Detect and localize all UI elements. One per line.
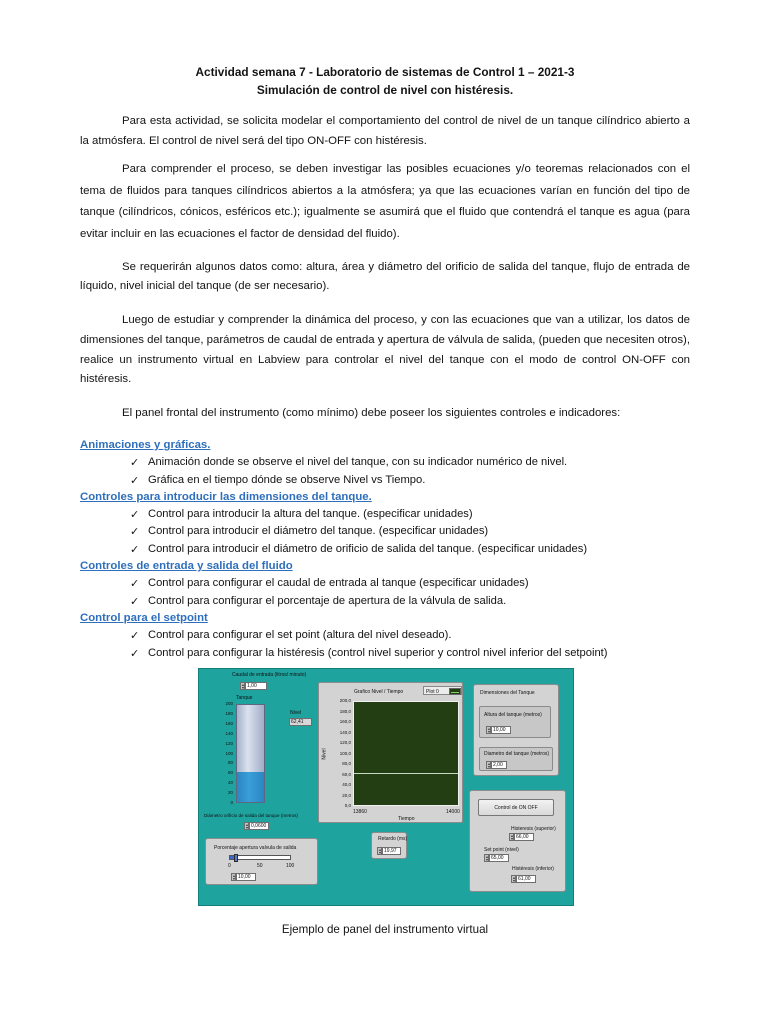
list-item-text: Gráfica en el tiempo dónde se observe Nivel vs Tiempo. [148,473,426,486]
tank-scale-label: 100 [225,750,233,756]
increment-decrement-icon [509,833,514,841]
checkmark-icon: ✓ [130,646,140,660]
list-item-text: Control para introducir el diámetro de orificio de salida del tanque. (especificar unidades) [148,542,588,555]
x-tick-label-end: 14000 [446,809,460,815]
inflow-value: 1,00 [245,682,267,690]
paragraph-3: Se requerirán algunos datos como: altura, área y diámetro del orificio de salida del tanque, flujo de entrada de líquido, nivel inicial del tanque (de ser necesario). [80,261,690,292]
hysteresis-lower-numeric-control [511,875,536,883]
increment-decrement-icon [377,847,382,855]
tank-label: Tanque [236,695,253,701]
list-item [80,506,720,523]
tank-diameter-label: Diametro del tanque (metros) [484,751,550,757]
y-tick-label: 140,0 [339,729,351,735]
checkmark-icon: ✓ [130,577,140,591]
list-item-text: Control para configurar el caudal de entrada al tanque (especificar unidades) [148,577,529,590]
tank-scale-label: 60 [227,770,233,776]
list-item [80,541,720,558]
hysteresis-lower-value: 61,00 [516,875,536,883]
checkmark-icon: ✓ [130,473,140,487]
hysteresis-upper-numeric-control [509,833,534,841]
tank-scale-label: 40 [227,780,233,786]
labview-panel-figure [198,668,574,906]
list-item [80,593,720,610]
tank-scale-label: 160 [225,720,233,726]
paragraph-4: Luego de estudiar y comprender la dinámica del proceso, y con las ecuaciones que van a utilizar, los datos de dimensiones del tanque, parámetros de caudal de entrada y apertura de válvula de salida, (pueden que necesiten otros), realice un instrumento virtual en Labview para controlar el nivel del tanque con el modo de control ON-OFF con histéresis. [80,314,690,386]
legend-label: Plot 0 [426,688,439,695]
onoff-control-box [469,790,566,892]
document-title [80,63,690,99]
valve-control-box [205,838,318,885]
title-line-1: Actividad semana 7 - Laboratorio de sistemas de Control 1 – 2021-3 [195,65,575,79]
legend-line-icon [449,688,461,695]
tank-scale [218,701,233,805]
tank-scale-label: 20 [227,790,233,796]
increment-decrement-icon [231,873,236,881]
increment-decrement-icon [484,854,489,862]
hysteresis-lower-label: Histéresis (inferior) [512,866,554,872]
tank-scale-label: 200 [225,701,233,706]
paragraph-1: Para esta actividad, se solicita modelar el comportamiento del control de nivel de un tanque cilíndrico abierto a la atmósfera. El control de nivel será del tipo ON-OFF con histéresis. [80,115,690,147]
setpoint-numeric-control [484,854,509,862]
checkmark-icon: ✓ [130,508,140,522]
outlet-diameter-numeric-control [244,822,269,830]
tank-dimensions-title: Dimensiones del Tanque [480,690,535,696]
increment-decrement-icon [244,822,249,830]
increment-decrement-icon [511,875,516,883]
delay-control-box [371,832,407,859]
hysteresis-upper-label: Histeresis (superior) [511,826,556,832]
tank-scale-label: 120 [225,740,233,746]
requirements-list [80,437,720,662]
y-tick-label: 200,0 [339,698,351,703]
list-item [80,454,720,471]
setpoint-value: 65,00 [489,854,509,862]
tank-height-group [479,706,551,738]
section-heading-tank-dimensions: Controles para introducir las dimensiones del tanque. [80,490,372,503]
delay-value: 19,97 [382,847,401,855]
inflow-label: Caudal de entrada (litros/ minuto) [232,672,307,678]
y-tick-label: 120,0 [339,740,351,745]
setpoint-label: Set point (nivel) [484,847,519,853]
tank-height-value: 10,00 [491,726,511,734]
delay-label: Retardo (ms) [378,836,408,842]
y-tick-label: 60,0 [342,771,351,777]
y-tick-label: 180,0 [339,708,351,714]
valve-numeric-control [231,873,256,881]
tank-diameter-numeric-control [486,761,507,769]
y-tick-label: 20,0 [342,792,351,798]
tank-scale-label: 0 [230,800,233,805]
tank-water-fill [237,772,264,802]
figure-caption: Ejemplo de panel del instrumento virtual [281,923,489,936]
list-item-text: Animación donde se observe el nivel del tanque, con su indicador numérico de nivel. [148,456,568,469]
y-tick-label: 0,0 [344,803,351,808]
y-tick-label: 160,0 [339,719,351,724]
graph-y-axis [331,698,351,808]
valve-slider-knob [234,854,238,862]
inflow-numeric-control [240,682,267,690]
paragraph-5: El panel frontal del instrumento (como mínimo) debe poseer los siguientes controles e indicadores: [122,407,621,419]
outlet-diameter-label: Diámetro orificio de salida del tanque (metros) [204,813,298,818]
list-item [80,523,720,540]
valve-tick-label: 0 [228,863,231,869]
y-tick-label: 40,0 [342,782,351,787]
checkmark-icon: ✓ [130,629,140,643]
paragraph-2: Para comprender el proceso, se deben investigar las posibles ecuaciones y/o teoremas relacionados con el tema de fluidos para tanques cilíndricos abiertos a la atmósfera; ya que las ecuaciones varían en función del tipo de tanque (cilíndricos, cónicos, esféricos etc.); igualmente se asumirá que el fluido que contendrá el tanque es agua (para evitar incluir en las ecuaciones el factor de densidad del fluido). [80,163,690,241]
list-item-text: Control para configurar el set point (altura del nivel deseado). [148,629,452,642]
increment-decrement-icon [240,682,245,690]
tank-scale-label: 140 [225,730,233,736]
outlet-diameter-value: 0,0600 [249,822,269,830]
increment-decrement-icon [486,726,491,734]
level-label: Nivel [290,710,302,716]
tank-scale-label: 180 [225,710,233,716]
checkmark-icon: ✓ [130,594,140,608]
section-heading-setpoint: Control para el setpoint [80,611,208,624]
list-item [80,472,720,489]
checkmark-icon: ✓ [130,525,140,539]
list-item-text: Control para configurar el porcentaje de apertura de la válvula de salida. [148,594,507,607]
valve-value: 10,00 [236,873,256,881]
section-heading-animations: Animaciones y gráficas. [80,439,211,451]
level-value: 62,41 [289,718,312,726]
x-tick-label-start: 13860 [353,809,367,815]
increment-decrement-icon [486,761,491,769]
plot-series-line [354,773,458,774]
graph-legend [423,686,462,695]
tank-indicator [236,704,265,803]
list-item [80,645,720,662]
tank-diameter-value: 2,00 [491,761,507,769]
onoff-button: Control de ON OFF [478,799,554,816]
tank-scale-label: 80 [227,760,233,766]
checkmark-icon: ✓ [130,456,140,470]
tank-diameter-group [479,747,553,771]
section-heading-fluid-io: Controles de entrada y salida del fluido [80,560,293,573]
graph-y-axis-label: Nivel [321,748,328,760]
hysteresis-upper-value: 66,00 [514,833,534,841]
tank-dimensions-box [473,684,559,776]
valve-label: Porcentaje apertura valvula de salida [214,845,297,851]
valve-tick-label: 100 [286,863,295,869]
list-item [80,627,720,644]
delay-numeric-control [377,847,401,855]
tank-height-numeric-control [486,726,511,734]
checkmark-icon: ✓ [130,542,140,556]
graph-x-axis-label: Tiempo [398,816,415,822]
graph-title: Grafico Nivel / Tiempo [354,689,404,695]
list-item-text: Control para introducir el diámetro del tanque. (especificar unidades) [148,525,489,538]
y-tick-label: 80,0 [342,761,351,766]
tank-height-label: Altura del tanque (metros) [484,712,542,718]
list-item [80,575,720,592]
graph-plot-area [353,701,459,806]
level-time-graph [318,682,463,823]
list-item-text: Control para introducir la altura del tanque. (especificar unidades) [148,508,473,521]
title-line-2: Simulación de control de nivel con histéresis. [256,83,514,97]
valve-slider [229,855,291,860]
valve-tick-label: 50 [257,863,263,869]
y-tick-label: 100,0 [339,750,351,756]
list-item-text: Control para configurar la histéresis (control nivel superior y control nivel inferior del setpoint) [148,646,608,659]
